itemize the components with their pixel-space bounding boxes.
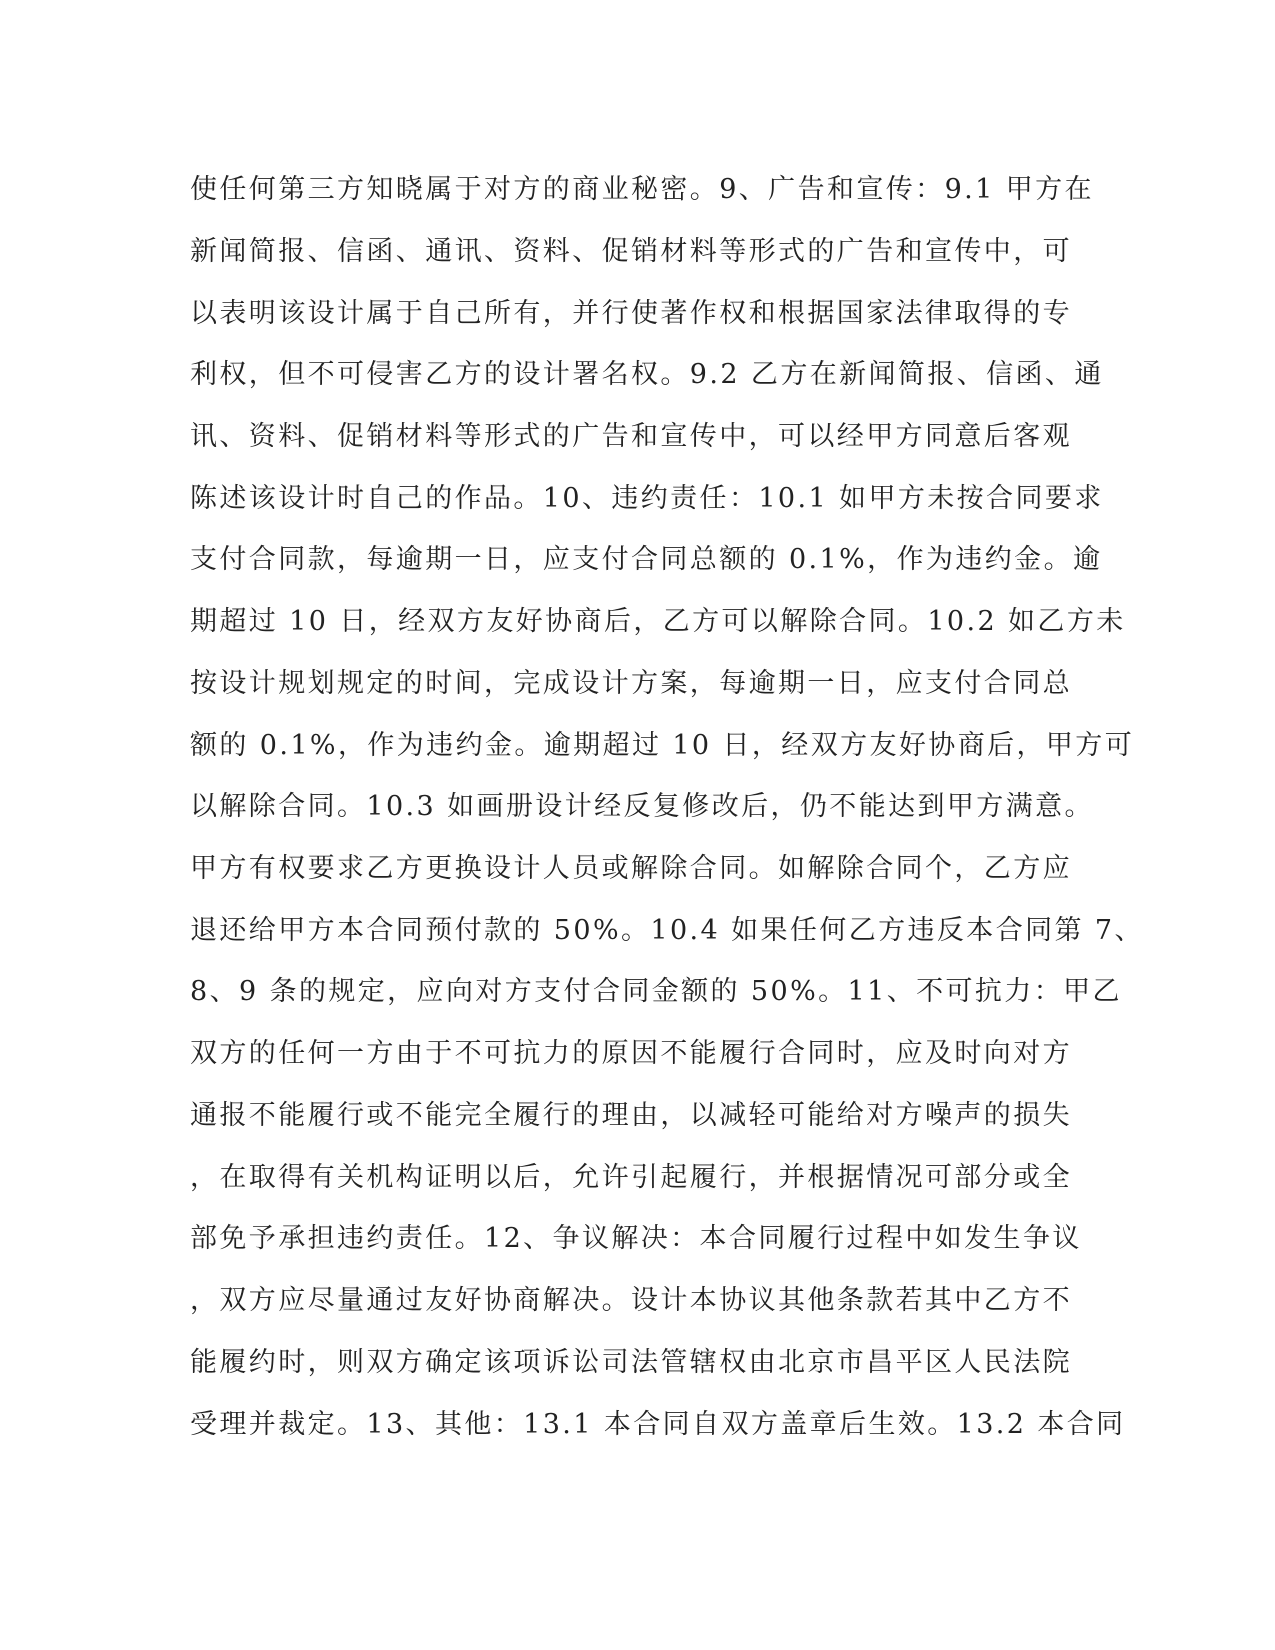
text-line-17: ，在取得有关机构证明以后，允许引起履行，并根据情况可部分或全: [190, 1162, 1072, 1193]
text-line-19: ，双方应尽量通过友好协商解决。设计本协议其他条款若其中乙方不: [190, 1285, 1072, 1316]
text-line-12: 甲方有权要求乙方更换设计人员或解除合同。如解除合同个，乙方应: [190, 853, 1072, 884]
text-line-14: 8、9 条的规定，应向对方支付合同金额的 50%。11、不可抗力：甲乙: [190, 976, 1122, 1007]
text-line-18: 部免予承担违约责任。12、争议解决：本合同履行过程中如发生争议: [190, 1223, 1082, 1254]
text-line-2: 新闻简报、信函、通讯、资料、促销材料等形式的广告和宣传中，可: [190, 236, 1072, 267]
text-line-13: 退还给甲方本合同预付款的 50%。10.4 如果任何乙方违反本合同第 7、: [190, 915, 1144, 946]
text-line-15: 双方的任何一方由于不可抗力的原因不能履行合同时，应及时向对方: [190, 1038, 1072, 1069]
text-line-16: 通报不能履行或不能完全履行的理由，以减轻可能给对方噪声的损失: [190, 1100, 1072, 1131]
text-line-11: 以解除合同。10.3 如画册设计经反复修改后，仍不能达到甲方满意。: [190, 791, 1094, 822]
text-line-20: 能履约时，则双方确定该项诉讼司法管辖权由北京市昌平区人民法院: [190, 1347, 1072, 1378]
text-line-3: 以表明该设计属于自己所有，并行使著作权和根据国家法律取得的专: [190, 298, 1072, 329]
text-line-7: 支付合同款，每逾期一日，应支付合同总额的 0.1%，作为违约金。逾: [190, 544, 1103, 575]
text-line-9: 按设计规划规定的时间，完成设计方案，每逾期一日，应支付合同总: [190, 668, 1072, 699]
text-line-8: 期超过 10 日，经双方友好协商后，乙方可以解除合同。10.2 如乙方未: [190, 606, 1126, 637]
text-line-4: 利权，但不可侵害乙方的设计署名权。9.2 乙方在新闻简报、信函、通: [190, 359, 1104, 390]
text-line-10: 额的 0.1%，作为违约金。逾期超过 10 日，经双方友好协商后，甲方可: [190, 730, 1135, 761]
text-line-5: 讯、资料、促销材料等形式的广告和宣传中，可以经甲方同意后客观: [190, 421, 1072, 452]
text-line-6: 陈述该设计时自己的作品。10、违约责任：10.1 如甲方未按合同要求: [190, 483, 1104, 514]
text-line-21: 受理并裁定。13、其他：13.1 本合同自双方盖章后生效。13.2 本合同: [190, 1409, 1126, 1440]
text-line-1: 使任何第三方知晓属于对方的商业秘密。9、广告和宣传：9.1 甲方在: [190, 174, 1094, 205]
